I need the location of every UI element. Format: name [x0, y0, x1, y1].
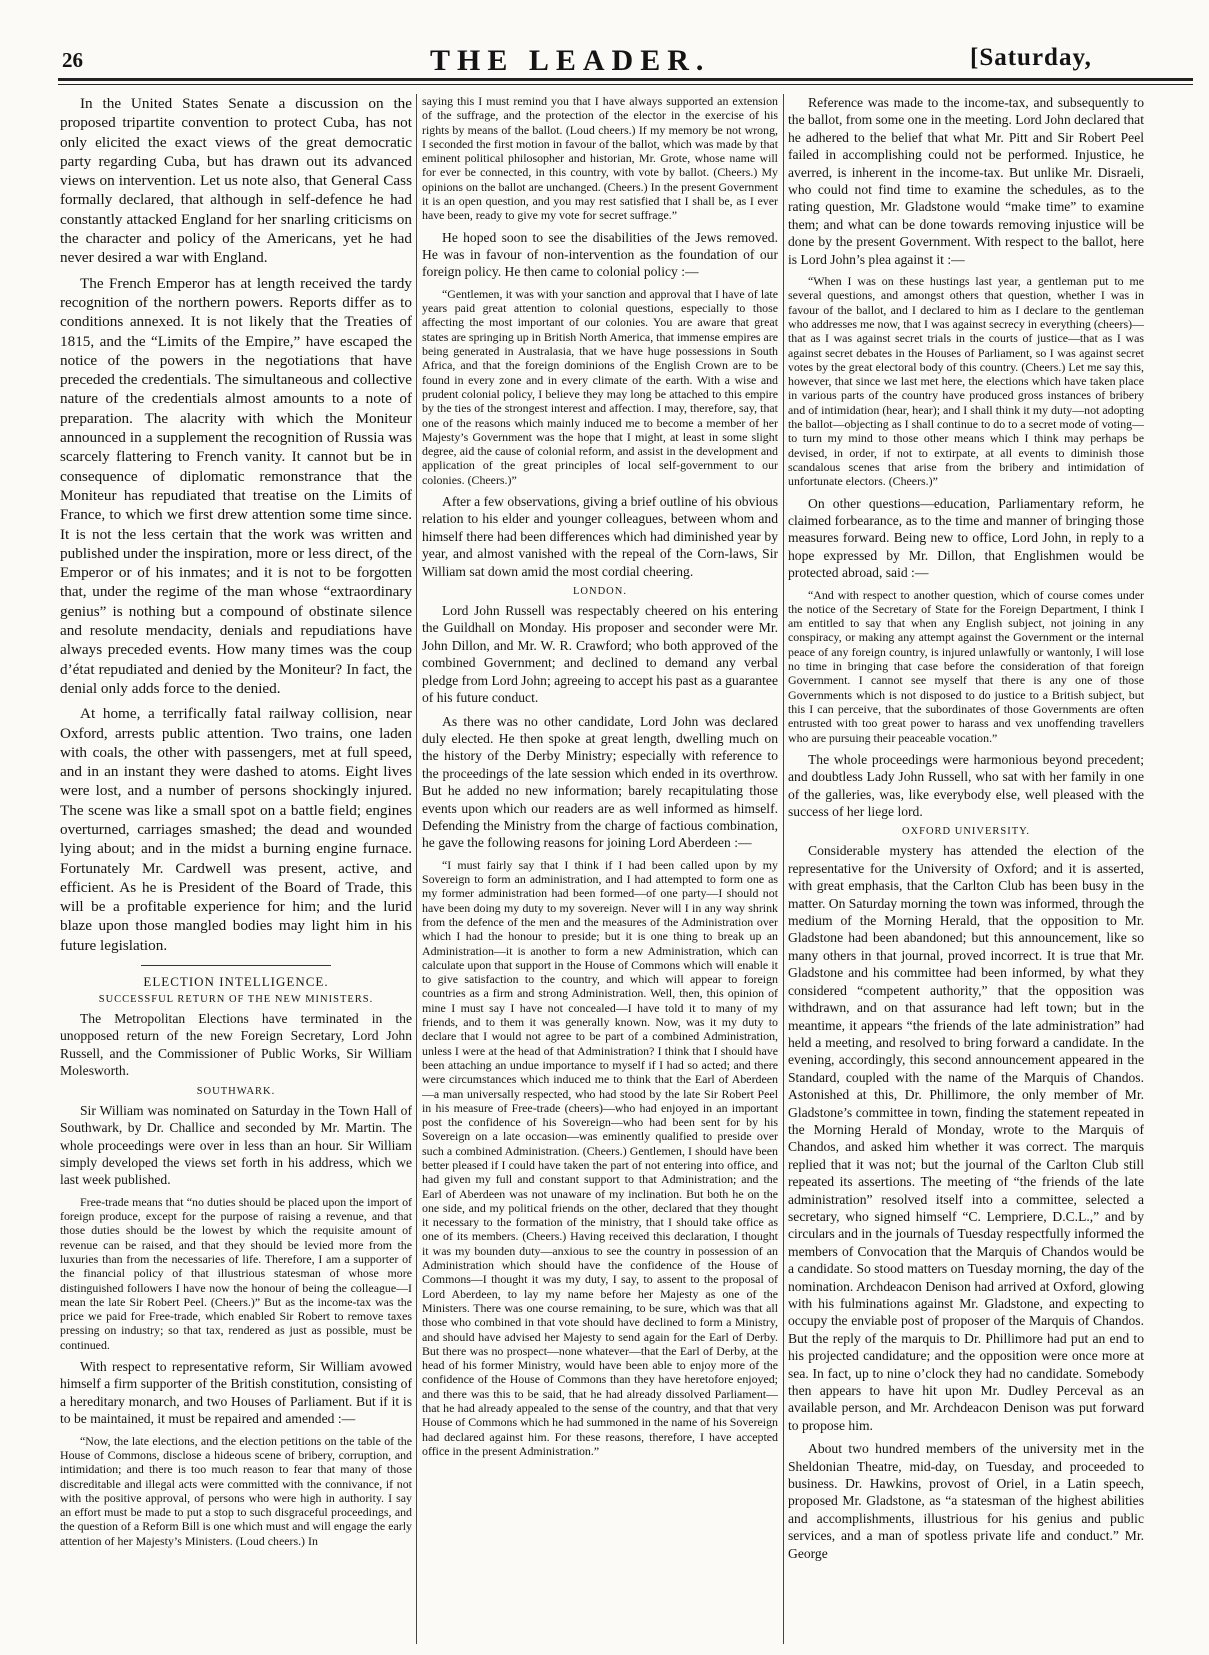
- column-divider: [783, 94, 784, 1644]
- header-rule: [58, 78, 1193, 81]
- section-divider: [141, 965, 331, 966]
- header-rule-thin: [58, 84, 1193, 85]
- quoted-speech: “Now, the late elections, and the election petitions on the table of the House of Commons, disclose a hideous scene of bribery, corruption, and intimidation; and there is too much reason to fear that many of those discreditable and illegal acts were committed with the connivance, if not with the positive approval, of persons who were high in authority. I say an effort must be made to put a stop to such disgraceful proceedings, and the question of a Reform Bill is one which must and will engage the early attention of her Majesty’s Ministers. (Loud cheers.) In: [60, 1433, 412, 1548]
- quoted-speech: “When I was on these hustings last year, a gentleman put to me several questions, and amongst others that question, whether I was in favour of the ballot, and I declared to him as I declare to the gentleman who addresses me now, that I was against secrecy in everything (cheers)—that as I was against secret trials in the courts of justice—that as I was against secret debates in the Houses of Parliament, so I was against secret votes by the great electoral body of this country. (Cheers.) Let me say this, however, that since we last met here, the elections which have taken place in various parts of the country have produced gross instances of bribery and of intimidation (hear, hear); and I shall think it my duty—not adopting the ballot—objecting as I shall continue to do to a secret mode of voting—to turn my mind to those other means which I think may perhaps be devised, in order, if not to extirpate, at all events to diminish those scandalous scenes that arise from the bribery and intimidation of unfortunate electors. (Cheers.)”: [788, 274, 1144, 489]
- article-paragraph: After a few observations, giving a brief outline of his obvious relation to his elder and younger colleagues, between whom and himself there had been differences which had diminished year by year, and almost vanished with the repeal of the Corn-laws, Sir William sat down amid the most cordial cheering.: [422, 494, 778, 579]
- page-number: 26: [62, 48, 83, 72]
- article-paragraph: In the United States Senate a discussion on the proposed tripartite convention to protect Cuba, has not only elicited the exact views of the great democratic party regarding Cuba, but has drawn out its advanced views on intervention. Let us note also, that General Cass formally declared, that although in self-defence he had constantly attacked England for her snarling criticisms on the character and policy of the Americans, yet he had never desired a war with England.: [60, 95, 412, 267]
- article-paragraph: At home, a terrifically fatal railway collision, near Oxford, arrests public attention. Two trains, one laden with coals, the other with passengers, met at full speed, and in an instant they were dashed to atoms. Eight lives were lost, and a number of persons shockingly injured. The scene was like a small spot on a battle field; engines overturned, carriages smashed; the dead and wounded lying about; and in the midst a burning engine furnace. Fortunately Mr. Cardwell was present, active, and efficient. As he is President of the Board of Trade, this will be a profitable experience for him; and the lurid blaze upon those mangled bodies may light him in his future legislation.: [60, 705, 412, 954]
- subsection-heading: SOUTHWARK.: [196, 1085, 276, 1097]
- article-paragraph: On other questions—education, Parliamentary reform, he claimed forbearance, as to the time and manner of bringing those measures forward. Being new to office, Lord John, in reply to a hope expressed by Mr. Dillon, that Englishmen would be protected abroad, said :—: [788, 495, 1144, 581]
- article-paragraph: As there was no other candidate, Lord John was declared duly elected. He then spoke at great length, dwelling much on the history of the Derby Ministry; especially with reference to the proceedings of the late session which ended in its overthrow. But he added no new information; barely recapitulating those events upon which our readers are as well informed as himself. Defending the Ministry from the charge of factious combination, he gave the following reasons for joining Lord Aberdeen :—: [422, 713, 778, 851]
- quoted-speech: “Gentlemen, it was with your sanction and approval that I have of late years paid great attention to colonial questions, especially to those affecting the most important of our colonies. You are aware that great states are springing up in British North America, that immense empires are being generated in Australasia, that we have huge possessions in South Africa, and that the foreign dominions of the English Crown are to be found in every zone and in every climate of the earth. With a wise and prudent colonial policy, I believe they may long be attached to this empire by the ties of the strongest interest and affection. I may, therefore, say, that one of the reasons which mainly induced me to become a member of her Majesty’s Government was the hope that I might, at least in some slight degree, aid the cause of colonial reform, and assist in the development and application of the great principles of local self-government to our colonies. (Cheers.)”: [422, 286, 778, 487]
- article-paragraph: About two hundred members of the university met in the Sheldonian Theatre, mid-day, on Tuesday, and proceeded to business. Dr. Hawkins, provost of Oriel, in a Latin speech, proposed Mr. Gladstone, as “a statesman of the highest abilities and accomplishments, illustrious for his genius and public services, and a man of spotless private life and conduct.” Mr. George: [788, 1441, 1144, 1561]
- article-paragraph: The Metropolitan Elections have terminated in the unopposed return of the new Foreign Secretary, Lord John Russell, and the Commissioner of Public Works, Sir William Molesworth.: [60, 1011, 412, 1079]
- column-2: [422, 94, 778, 1649]
- column-divider: [416, 94, 417, 1644]
- article-paragraph: Reference was made to the income-tax, and subsequently to the ballot, from some one in the meeting. Lord John declared that he adhered to the belief that what Mr. Pitt and Sir Robert Peel failed in accomplishing could not be performed. Injustice, he averred, is inherent in the income-tax. But unlike Mr. Disraeli, who could not find time to examine the schedules, as to the rating question, Mr. Gladstone would “make time” to examine them; and what can be done towards removing injustice will be done by the present Government. With respect to the ballot, here is Lord John’s plea against it :—: [788, 95, 1144, 267]
- article-paragraph: Considerable mystery has attended the election of the representative for the University of Oxford; and it is asserted, with great emphasis, that the Carlton Club has been busy in the matter. On Saturday morning the town was informed, through the medium of the Morning Herald, that the opposition to Mr. Gladstone had been abandoned; but this announcement, like so many others in that journal, proved incorrect. It is true that Mr. Gladstone and his committee had been informed, by what they considered “competent authority,” that the opposition was withdrawn, and on that assurance had left town; but in the meantime, it appears “the friends of the late administration” had held a meeting, and resolved to bring forward a candidate. In the evening, accordingly, this second announcement appeared in the Standard, coupled with the name of the Marquis of Chandos. Astonished at this, Dr. Phillimore, the only member of Mr. Gladstone’s committee in town, finding the statement repeated in the Morning Herald of Monday, wrote to the Marquis of Chandos, and asked him whether it was correct. The marquis replied that it was not; but the journal of the Carlton Club still repeated its assertions. The meeting of “the friends of the late administration” resolved itself into a committee, selected a secretary, who signed himself “C. Lempriere, D.C.L.,” and by circulars and in the journals of Tuesday respectfully informed the members of Convocation that the Marquis of Chandos would be a candidate. So stood matters on Tuesday morning, the day of the nomination. Archdeacon Denison had arrived at Oxford, glowing with his fulminations against Mr. Gladstone, and expecting to occupy the enviable post of proposer of the Marquis of Chandos. But the reply of the marquis to Dr. Phillimore had put an end to his projected candidature; and the opposition were once more at sea. In fact, up to nine o’clock they had no candidate. Somebody then appears to have hit upon Mr. Dudley Perceval as an available person, and Mr. Archdeacon Denison was put forward to propose him.: [788, 843, 1144, 1433]
- column-3: [788, 94, 1144, 1649]
- article-paragraph: The French Emperor has at length received the tardy recognition of the northern powers. Reports differ as to conditions annexed. It is not likely that the Treaties of 1815, and the “Limits of the Empire,” have escaped the notice of the powers in the negotiations that have preceded the credentials. The simultaneous and collective nature of the credentials almost amounts to a note of preparation. The alacrity with which the Moniteur announced in a supplement the recognition of Russia was scarcely flattering to French vanity. It cannot but be in consequence of diplomatic remonstrance that the Moniteur has repudiated that treatise on the Limits of France, to which we first drew attention some time since. It is not the less certain that the work was written and published under the inspiration, more or less direct, of the Emperor or of his inmates; and it is not to be forgotten that, under the regime of the man whose “extraordinary genius” is nothing but a compound of obstinate silence and resolute mendacity, denials and repudiations have always preceded events. How many times was the coup d’état repudiated and denied by the Moniteur? In fact, the denial only adds force to the denied.: [60, 274, 412, 697]
- article-paragraph: Lord John Russell was respectably cheered on his entering the Guildhall on Monday. His proposer and seconder were Mr. John Dillon, and Mr. W. R. Crawford; who both approved of the combined Government; and declined to demand any verbal pledge from Lord John; agreeing to accept his past as a guarantee of his future conduct.: [422, 603, 778, 706]
- article-paragraph: Sir William was nominated on Saturday in the Town Hall of Southwark, by Dr. Challice and seconded by Mr. Martin. The whole proceedings were over in less than an hour. Sir William simply developed the views set forth in his address, which we last week published.: [60, 1102, 412, 1188]
- subsection-heading: OXFORD UNIVERSITY.: [901, 826, 1031, 838]
- subsection-heading: LONDON.: [573, 586, 627, 598]
- quoted-speech: Free-trade means that “no duties should be placed upon the import of foreign produce, except for the purpose of raising a revenue, and that those duties should be the lowest by which the requisite amount of revenue can be raised, and that they should be levied more from the luxuries than from the necessaries of life. Therefore, I am a supporter of the financial policy of that illustrious statesman of whose more distinguished followers I have now the honour of being the colleague—I mean the late Sir Robert Peel. (Cheers.)” But as the income-tax was the price we paid for Free-trade, which enabled Sir Robert to remove taxes pressing on industry; so that tax, rendered as just as possible, must be continued.: [60, 1194, 412, 1352]
- newspaper-title: THE LEADER.: [430, 44, 711, 77]
- article-paragraph: With respect to representative reform, Sir William avowed himself a firm supporter of the British constitution, consisting of a hereditary monarch, and two Houses of Parliament. But if it is to be maintained, it must be repaired and amended :—: [60, 1358, 412, 1427]
- section-title: ELECTION INTELLIGENCE.: [143, 974, 329, 990]
- section-subtitle: SUCCESSFUL RETURN OF THE NEW MINISTERS.: [98, 994, 374, 1006]
- article-paragraph: The whole proceedings were harmonious beyond precedent; and doubtless Lady John Russell, who sat with her family in one of the galleries, was, like everybody else, well pleased with the success of her liege lord.: [788, 751, 1144, 820]
- quoted-speech: “I must fairly say that I think if I had been called upon by my Sovereign to form an administration, and I had attempted to form one as my former administration had been formed—of one party—I should not have been doing my duty to my sovereign. Never will I in any way shrink from the defence of the men and the measures of the Administration over which I had the honour to preside; but it is one thing to break up an Administration—it is another to form a new Administration, which can calculate upon that support in the House of Commons which will enable it to give satisfaction to the country, and which will appear to foreign countries as a firm and strong Administration. Well, then, this opinion of mine I must say I have not concealed—I have told it to many of my friends, and to them it was generally known. Now, was it my duty to declare that I would not agree to be part of a combined Administration, unless I were at the head of that Administration? I think that I should have been attaching an undue importance to myself if I had so acted; and there were circumstances which induced me to think that the Earl of Aberdeen—a man universally respected, who had stood by the late Sir Robert Peel in his measure of Free-trade (cheers)—who had enjoyed in an important post the confidence of his Sovereign—who had been sent for by his Sovereign on a late occasion—was eminently qualified to preside over such a combined Administration. (Cheers.) Gentlemen, I should have been better pleased if I could have taken the part of not entering into office, and had given my full and constant support to that Administration; and the Earl of Aberdeen was not unaware of my inclination. But both he on the one side, and my political friends on the other, declared that they thought it necessary to the formation of the ministry, that I should take office as one of its members. (Cheers.) Having received this declaration, I thought it was my bounden duty—anxious to see the country in possession of an Administration which should have the confidence of the House of Commons—I thought it was my duty, I say, to assent to the proposal of Lord Aberdeen, to lay my name before her Majesty as one of the Ministers. There was one course remaining, to be sure, which was that all those who combined in that vote should have declined to form a Ministry, and should have advised her Majesty to send again for the Earl of Derby. But there was no prospect—none whatever—that the Earl of Derby, at the head of his former Ministry, would have been able to enjoy more of the confidence of the House of Commons than they have heretofore enjoyed; and there was this to be said, that he had already dissolved Parliament—that he had already appealed to the sense of the country, and that that very House of Commons which he had summoned in the name of his Sovereign had declared against him. For these reasons, therefore, I have accepted office in the present Administration.”: [422, 857, 778, 1458]
- column-1: [60, 94, 412, 1649]
- masthead: [0, 0, 1209, 84]
- quoted-speech: saying this I must remind you that I have always supported an extension of the suffrage, and the protection of the elector in the exercise of his rights by means of the ballot. (Loud cheers.) If my memory be not wrong, I seconded the first motion in favour of the ballot, which was made by that eminent political philosopher and historian, Mr. Grote, whose name will for ever be connected, in this country, with vote by ballot. (Cheers.) My opinions on the ballot are unchanged. (Cheers.) In the present Government it is an open question, and you may rest satisfied that I shall be, as I ever have been, ready to give my vote for secret suffrage.”: [422, 94, 778, 223]
- issue-day: [Saturday,: [970, 44, 1092, 71]
- quoted-speech: “And with respect to another question, which of course comes under the notice of the Secretary of State for the Foreign Department, I think I am entitled to say that when any English subject, not joining in any conspiracy, or making any attempt against the Government or the internal peace of any foreign country, is injured unlawfully or wantonly, I will lose no time in bringing that case before the consideration of that foreign Government. I cannot see myself that there is any one of those Governments which is not disposed to do justice to a British subject, but this I can perceive, that the subordinates of those Governments are often entrusted with too great power to harass and vex unoffending travellers who are pursuing their peaceable vocation.”: [788, 587, 1144, 745]
- article-paragraph: He hoped soon to see the disabilities of the Jews removed. He was in favour of non-intervention as the foundation of our foreign policy. He then came to colonial policy :—: [422, 229, 778, 280]
